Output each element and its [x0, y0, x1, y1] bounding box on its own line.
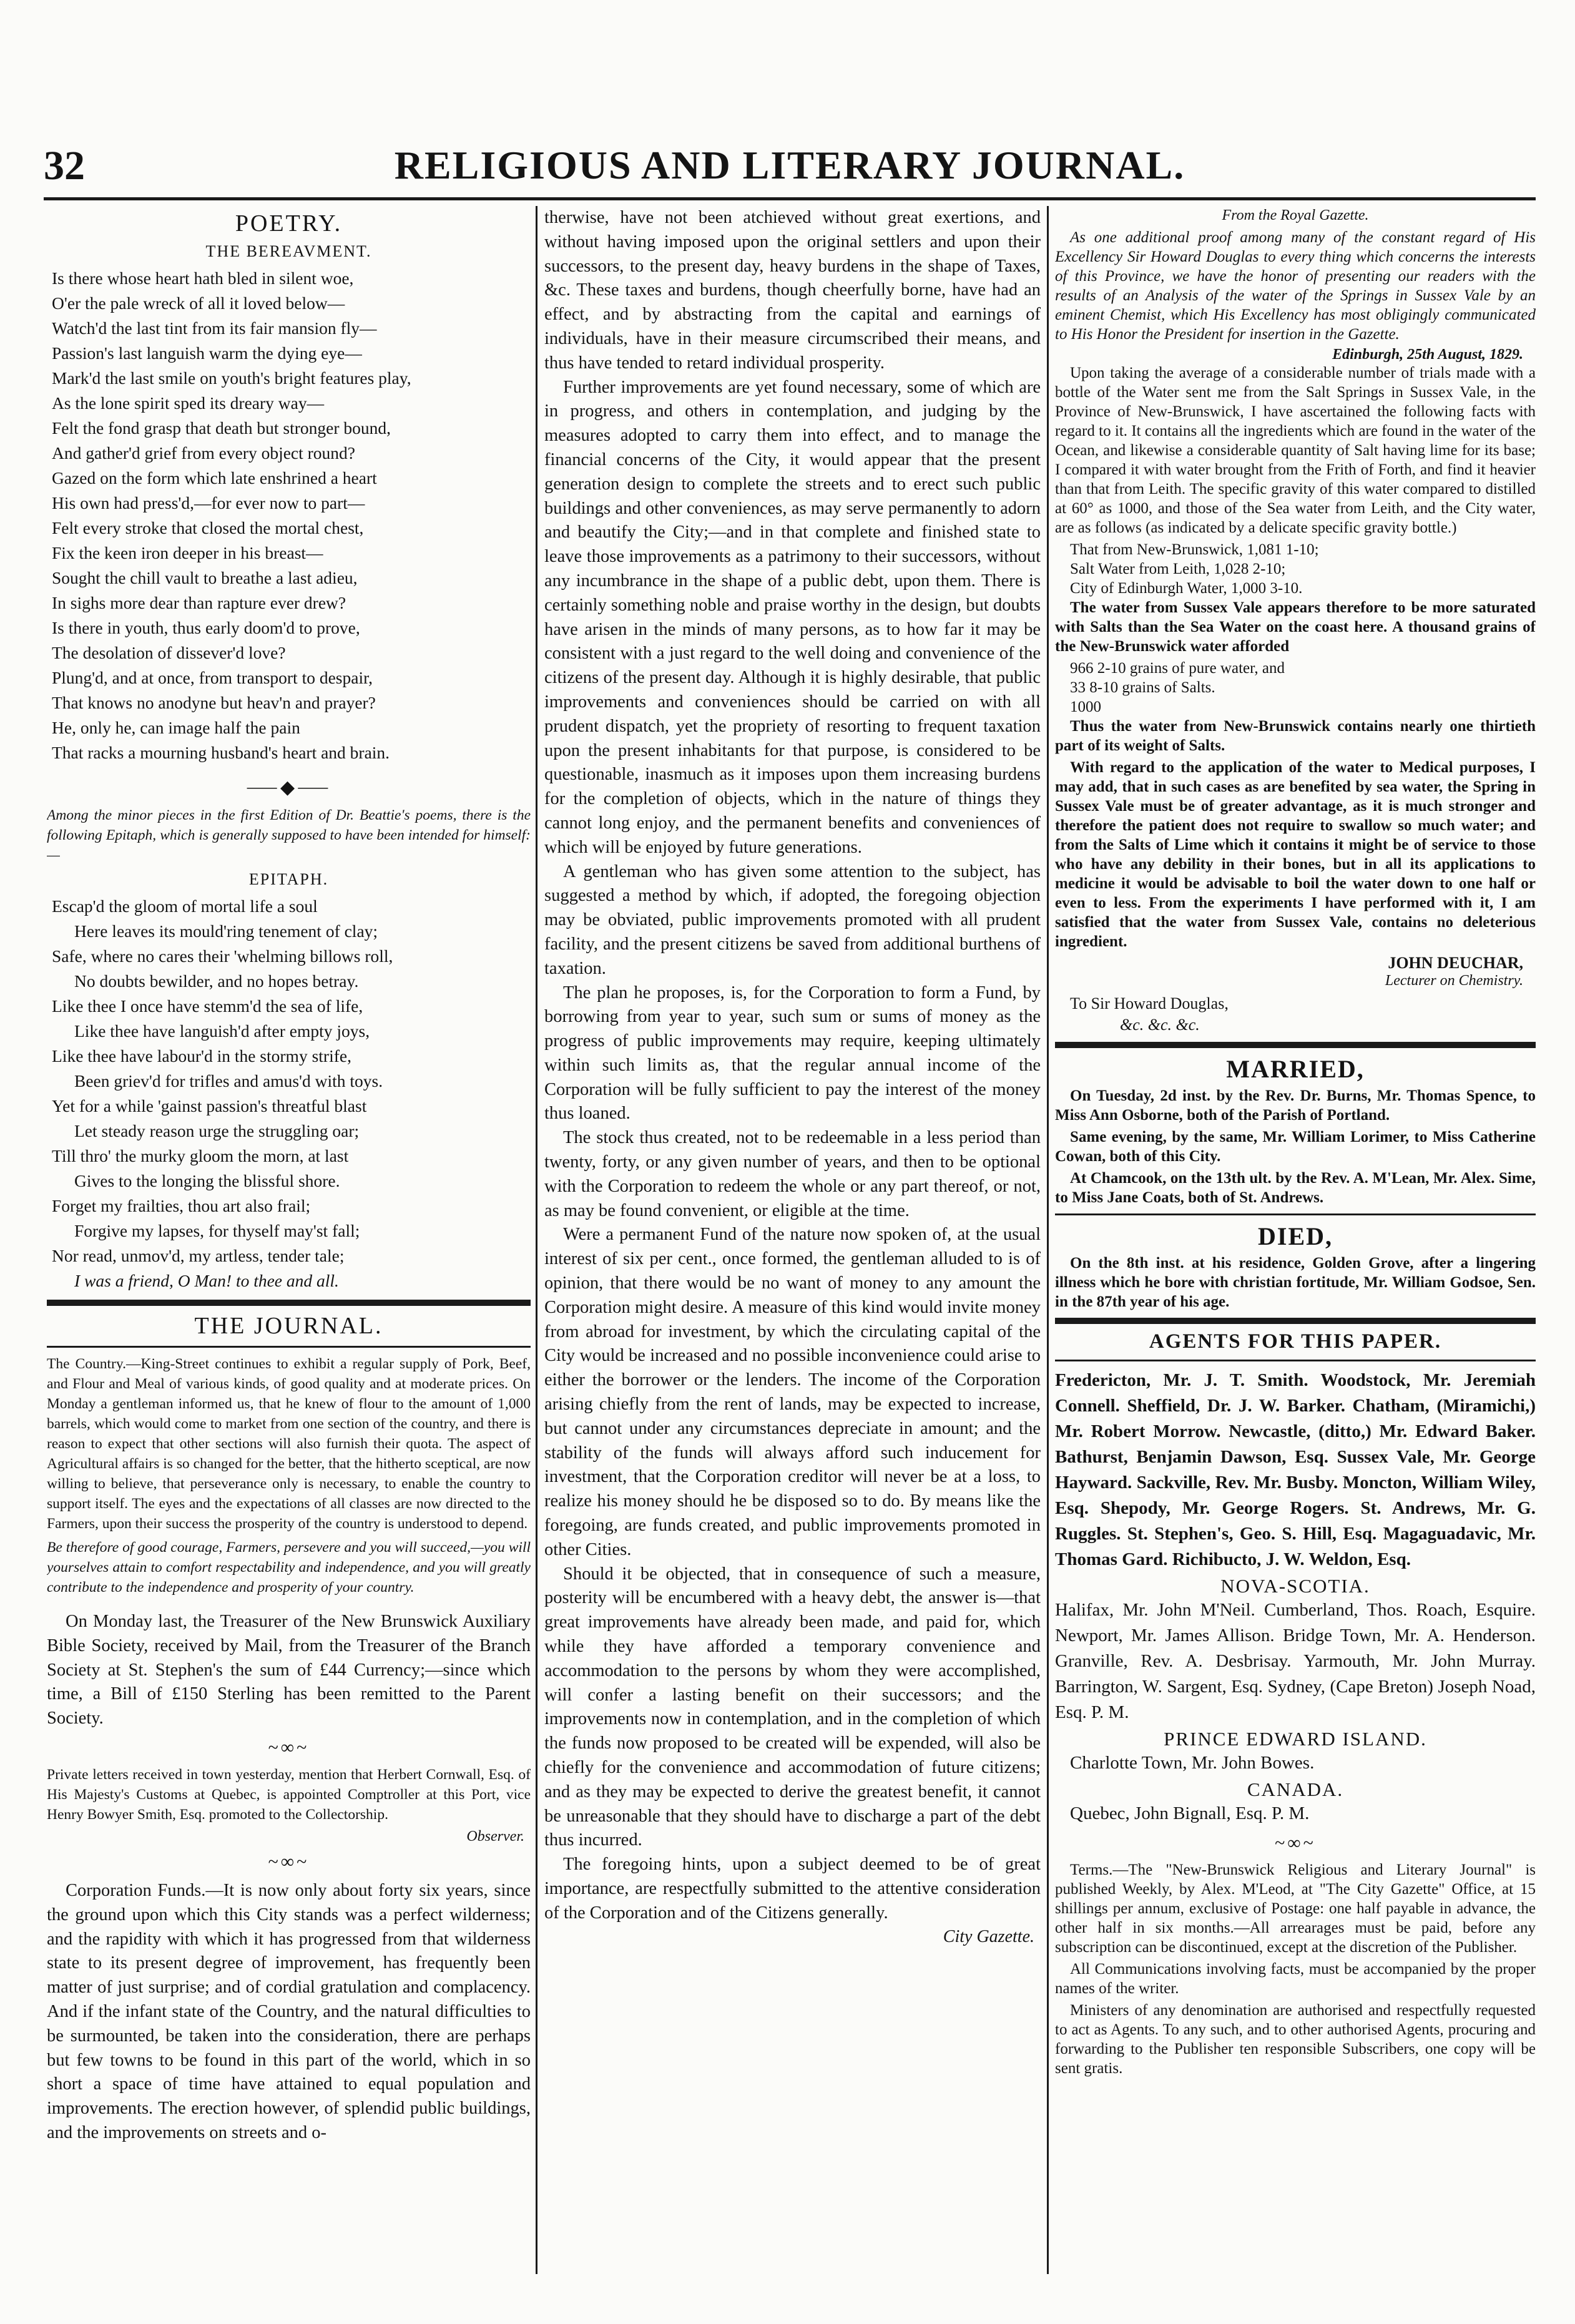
country-exhortation: Be therefore of good courage, Farmers, persevere and you will succeed,—you will yourselves attain to comfort respectability and independence, and you will greatly contribute to the independence and prosperity of your country.	[47, 1539, 531, 1596]
agents-canada: Quebec, John Bignall, Esq. P. M.	[1070, 1803, 1310, 1823]
section-rule	[1055, 1213, 1536, 1215]
poem-line: Like thee I once have stemm'd the sea of life,	[52, 996, 363, 1016]
poem-line: Is there whose heart hath bled in silent woe,	[52, 268, 354, 288]
salts-table	[1055, 659, 1536, 717]
poem-line: That racks a mourning husband's heart and brain.	[52, 743, 390, 762]
poem-line: His own had press'd,—for ever now to part—	[52, 493, 365, 512]
poem-line: Felt the fond grasp that death but stronger bound,	[52, 418, 391, 438]
terms-paragraph: Terms.—The "New-Brunswick Religious and Literary Journal" is published Weekly, by Alex. M'Leod, at "The City Gazette" Office, at 15 shillings per annum, exclusive of Postage: one half payable in advance, the other half in six months.—All arrearages must be paid, before any subscription can be discontinued, except at the discretion of the Publisher.	[1055, 1861, 1536, 1956]
poem-line: Sought the chill vault to breathe a last adieu,	[52, 568, 358, 587]
gravity-table	[1055, 540, 1536, 598]
poem-line: Like thee have labour'd in the stormy strife,	[52, 1046, 351, 1066]
agents-new-brunswick: Fredericton, Mr. J. T. Smith. Woodstock, Mr. Jeremiah Connell. Sheffield, Dr. J. W. Barker. Chatham, (Miramichi,) Mr. Robert Morrow. Newcastle, (ditto,) Mr. Edward Baker. Bathurst, Benjamin Dawson, Esq. Sussex Vale, Mr. George Hayward. Sackville, Rev. Mr. Busby. Moncton, William Wiley, Esq. Shepody, Mr. George Rogers. St. Andrews, Mr. G. Ruggles. St. Stephen's, Geo. S. Hill, Esq. Magaguadavic, Mr. Thomas Gard. Richibucto, J. W. Weldon, Esq.	[1055, 1370, 1536, 1569]
column-divider-2	[1047, 206, 1049, 2274]
poem-line: Forget my frailties, thou art also frail;	[52, 1196, 311, 1215]
masthead-rule	[44, 197, 1536, 200]
poem-line: Nor read, unmov'd, my artless, tender tale;	[52, 1246, 345, 1265]
article-paragraph: Further improvements are yet found necessary, some of which are in progress, and others in contemplation, and judging by the measures adopted to carry them into effect, and to manage the financial concerns of the City, it would appear that the present generation design to complete the streets and to erect such public buildings and other conveniences, as may serve permanently to adorn and beautify the City;—and in that complete and finished state to leave those improvements as a patrimony to their successors, without any incumbrance in the shape of a public debt, upon them. There is certainly something noble and praise worthy in the design, but doubts have arisen in the minds of many persons, as to how far it may be consistent with a just regard to the well doing and convenience of the citizens of the present day. Although it is highly desirable, that public improvements and conveniences should be carried on with all prudent dispatch, yet the propriety of resorting to frequent taxation upon the present inhabitants for that purpose, is considered to be questionable, inasmuch as it imposes upon them increasing burdens for the completion of objects, which in the nature of things they cannot long enjoy, and the permanent benefits and conveniences of which will be enjoyed by future generations.	[544, 377, 1041, 857]
ministers-paragraph: Ministers of any denomination are authorised and respectfully requested to act as Agents. To any such, and to other authorised Agents, procuring and forwarding to the Publisher ten responsible Subscribers, one copy will be sent gratis.	[1055, 2002, 1536, 2077]
poem-line: I was a friend, O Man! to thee and all.	[74, 1271, 339, 1290]
gravity-row: Salt Water from Leith, 1,028 2-10;	[1070, 561, 1286, 577]
poem-line: Is there in youth, thus early doom'd to prove,	[52, 618, 360, 637]
poem-line: Forgive my lapses, for thyself may'st fall;	[74, 1221, 360, 1240]
signature: JOHN DEUCHAR,	[1388, 954, 1523, 972]
agents-pei: Charlotte Town, Mr. John Bowes.	[1070, 1753, 1315, 1773]
poem-line: Yet for a while 'gainst passion's threatful blast	[52, 1096, 367, 1115]
poem-line: Watch'd the last tint from its fair mansion fly—	[52, 318, 377, 338]
died-list	[1055, 1253, 1536, 1312]
marriage-notice: At Chamcook, on the 13th ult. by the Rev. A. M'Lean, Mr. Alex. Sime, to Miss Jane Coats, both of St. Andrews.	[1055, 1170, 1536, 1206]
article-paragraph: Should it be objected, that in consequence of such a measure, posterity will be encumbered with a heavy debt, the answer is—that great improvements have already been made, and paid for, which while they have afforded a temporary convenience and accommodation to the persons by whom they were accomplished, will confer a lasting benefit on their successors; and the improvements now in contemplation, and in the completion of which the funds now proposed to be created will be expended, will also be chiefly for the convenience and accommodation of future citizens; and as they may be expected to derive the greatest benefit, it cannot be unreasonable that they should have to discharge a part of the debt thus incurred.	[544, 1564, 1041, 1850]
married-heading: MARRIED,	[1226, 1055, 1365, 1083]
poem-line: As the lone spirit sped its dreary way—	[52, 393, 325, 413]
ornament-divider: ~∞~	[268, 1737, 310, 1758]
pei-heading: PRINCE EDWARD ISLAND.	[1164, 1728, 1427, 1750]
dateline: Edinburgh, 25th August, 1829.	[1332, 346, 1523, 363]
article-paragraph: A gentleman who has given some attention to the subject, has suggested a method by which, if adopted, the foregoing objection may be obviated, public improvements promoted with all prudent facility, and the present citizens be saved from additional burthens of taxation.	[544, 861, 1041, 978]
poem-line: Been griev'd for trifles and amus'd with toys.	[74, 1071, 383, 1091]
article-paragraph: The stock thus created, not to be redeemable in a less period than twenty, forty, or any given number of years, and then to be optional with the Corporation to redeem the whole or any part thereof, or not, as may be found convenient, or eligible at the time.	[544, 1128, 1041, 1220]
poem-line: Till thro' the murky gloom the morn, at last	[52, 1146, 349, 1165]
journal-heading: THE JOURNAL.	[194, 1313, 383, 1339]
salts-row: 966 2-10 grains of pure water, and	[1070, 660, 1285, 677]
article-paragraph: The foregoing hints, upon a subject deemed to be of great importance, are respectfully submitted to the attentive consideration of the Corporation and of the Citizens generally.	[544, 1855, 1041, 1923]
column-left	[47, 206, 531, 2274]
poem-line: Gazed on the form which late enshrined a heart	[52, 468, 377, 488]
city-gazette-credit: City Gazette.	[943, 1926, 1034, 1946]
marriage-notice: On Tuesday, 2d inst. by the Rev. Dr. Burns, Mr. Thomas Spence, to Miss Ann Osborne, both of the Parish of Portland.	[1055, 1087, 1536, 1124]
poem-line: Gives to the longing the blissful shore.	[74, 1171, 340, 1190]
poem-bereavment	[47, 266, 531, 765]
ornament-divider: ⸺◆⸺	[246, 777, 331, 798]
poem-line: Felt every stroke that closed the mortal chest,	[52, 518, 364, 537]
addressee-line-1: To Sir Howard Douglas,	[1070, 994, 1229, 1012]
section-rule	[47, 1346, 531, 1348]
signature-title: Lecturer on Chemistry.	[1385, 973, 1523, 989]
poem-line: Plung'd, and at once, from transport to despair,	[52, 668, 373, 687]
agents-nova-scotia: Halifax, Mr. John M'Neil. Cumberland, Thos. Roach, Esquire. Newport, Mr. James Allison. Bridge Town, Mr. A. Henderson. Granville, Rev. A. Desbrisay. Yarmouth, Mr. John Murray. Barrington, W. Sargent, Esq. Sydney, (Cape Breton) Joseph Noad, Esq. P. M.	[1055, 1600, 1536, 1722]
analysis-report: Upon taking the average of a considerable number of trials made with a bottle of the Water sent me from the Salt Springs in Sussex Vale, in the Province of New-Brunswick, I have ascertained the following facts with regard to it. It contains all the ingredients which are found in the water of the Ocean, and likewise a considerable quantity of Salt having lime for its base; I compared it with water brought from the Frith of Forth, and find it heavier than that from Leith. The specific gravity of this water compared to distilled at 60° as 1000, and those of the Sea water from Leith, and the City water, are as follows (as indicated by a delicate specific gravity bottle.)	[1055, 365, 1536, 536]
thirtieth-paragraph: Thus the water from New-Brunswick contains nearly one thirtieth part of its weight of Salts.	[1055, 718, 1536, 754]
poem-line: And gather'd grief from every object round?	[52, 443, 356, 463]
epitaph-intro: Among the minor pieces in the first Edition of Dr. Beattie's poems, there is the following Epitaph, which is generally supposed to have been intended for himself:—	[47, 807, 531, 863]
poem-line: Escap'd the gloom of mortal life a soul	[52, 896, 318, 916]
section-rule	[1055, 1360, 1536, 1361]
poetry-heading: POETRY.	[235, 210, 343, 237]
royal-gazette-source: From the Royal Gazette.	[1222, 207, 1369, 223]
gravity-row: City of Edinburgh Water, 1,000 3-10.	[1070, 580, 1303, 597]
epitaph-title: EPITAPH.	[248, 870, 329, 888]
private-letters-paragraph: Private letters received in town yesterday, mention that Herbert Cornwall, Esq. of His Majesty's Customs at Quebec, is appointed Comptroller at this Port, vice Henry Bowyer Smith, Esq. promoted to the Collectorship.	[47, 1766, 531, 1823]
ornament-divider: ~∞~	[268, 1851, 310, 1872]
column-middle	[544, 206, 1041, 2274]
salts-row: 33 8-10 grains of Salts.	[1070, 679, 1215, 696]
column-divider-1	[536, 206, 537, 2274]
poem-line: That knows no anodyne but heav'n and prayer?	[52, 693, 376, 712]
article-paragraph: The plan he proposes, is, for the Corporation to form a Fund, by borrowing from year to year, such sum or sums of money as the progress of public improvements may require, keeping ultimately within such limits as, that the regular annual income of the Corporation will be fully sufficient to pay the interest of the money thus loaned.	[544, 983, 1041, 1124]
gravity-row: That from New-Brunswick, 1,081 1-10;	[1070, 541, 1319, 558]
section-rule	[1055, 1042, 1536, 1048]
country-paragraph: The Country.—King-Street continues to exhibit a regular supply of Pork, Beef, and Flour and Meal of various kinds, of good quality and at moderate prices. On Monday a gentleman informed us, that he knew of flour to the amount of 1,000 barrels, which would come to market from one section of the country, and there is reason to expect that other sections will also furnish their quota. The aspect of Agricultural affairs is so changed for the better, that the hitherto sceptical, are now willing to believe, that perseverance only is necessary, to enable the country to support itself. The eyes and the expectations of all classes are now directed to the Farmers, upon their success the prosperity of the country is understood to depend.	[47, 1356, 531, 1532]
poem-line: Passion's last languish warm the dying eye—	[52, 343, 362, 363]
death-notice: On the 8th inst. at his residence, Golden Grove, after a lingering illness which he bore with christian fortitude, Mr. William Godsoe, Sen. in the 87th year of his age.	[1055, 1255, 1536, 1310]
married-list	[1055, 1086, 1536, 1207]
corporation-funds-continued	[544, 206, 1041, 1926]
poem-line: Fix the keen iron deeper in his breast—	[52, 543, 323, 562]
poem-line: No doubts bewilder, and no hopes betray.	[74, 971, 359, 991]
nova-scotia-heading: NOVA-SCOTIA.	[1220, 1575, 1370, 1597]
journal-title: RELIGIOUS AND LITERARY JOURNAL.	[394, 143, 1185, 187]
bible-society-paragraph: On Monday last, the Treasurer of the New Brunswick Auxiliary Bible Society, received by Mail, from the Treasurer of the Branch Society at St. Stephen's the sum of £44 Currency;—since which time, a Bill of £150 Sterling has been remitted to the Parent Society.	[47, 1612, 531, 1728]
poem-line: Here leaves its mould'ring tenement of clay;	[74, 921, 378, 941]
medical-paragraph: With regard to the application of the water to Medical purposes, I may add, that in such cases as are benefited by sea water, the Spring in Sussex Vale must be of greater advantage, as it is much stronger and therefore the patient does not require to swallow so much water; and from the Salts of Lime which it contains it might be of service to those who have any debility in their bones, but in all its applications to medicine it would be advisable to boil the water down to one half or even to less. From the experiments I have performed with it, I am satisfied that the water from Sussex Vale, contains no deleterious ingredient.	[1055, 759, 1536, 950]
column-right	[1055, 206, 1536, 2274]
ornament-divider: ~∞~	[1275, 1833, 1316, 1853]
article-paragraph: Were a permanent Fund of the nature now spoken of, at the usual interest of six per cent., once formed, the gentleman alluded to is of opinion, that there would be no want of money to any amount the Corporation might desire. A measure of this kind would invite money from abroad for investment, by which the circulating capital of the City would be increased and no possible inconvenience could arise to either the borrower or the lenders. The income of the Corporation arising chiefly from the rent of lands, may be expected to increase, but cannot under any circumstances depreciate in amount; and the stability of the funds will always afford such inducement for investment, that the Corporation creditor will never be at a loss, to realize his money should he be disposed so to do. By means like the foregoing, are funds created, and public improvements promoted in other Cities.	[544, 1225, 1041, 1559]
poem-title: THE BEREAVMENT.	[205, 242, 372, 260]
poem-line: Mark'd the last smile on youth's bright features play,	[52, 368, 411, 388]
observer-credit: Observer.	[466, 1828, 524, 1845]
poem-line: Safe, where no cares their 'whelming billows roll,	[52, 946, 393, 966]
poem-line: Like thee have languish'd after empty joys,	[74, 1021, 370, 1041]
corporation-funds-paragraph: Corporation Funds.—It is now only about forty six years, since the ground upon which this City stands was a perfect wilderness; and the rapidity with which it has progressed from that wilderness state to its present degree of improvement, has frequently been matter of just surprise; and of cordial gratulation and complacency. And if the infant state of the Country, and the natural difficulties to be surmounted, be taken into the consideration, there are perhaps but few towns to be found in this part of the world, which in so short a space of time have attained to equal population and improvements. The erection however, of splendid public buildings, and the improvements on streets and o-	[47, 1880, 531, 2142]
article-paragraph: therwise, have not been atchieved without great exertions, and without having imposed upon the original settlers and upon their successors, to the present day, heavy burdens in the shape of Taxes, &c. These taxes and burdens, though cheerfully borne, have had an effect, and by abstracting from the capital and earnings of individuals, have in their measure circumscribed their means, and thus have tended to retard individual prosperity.	[544, 208, 1041, 373]
communications-paragraph: All Communications involving facts, must be accompanied by the proper names of the writer.	[1055, 1961, 1536, 1997]
poem-line: The desolation of dissever'd love?	[52, 643, 286, 662]
poem-line: In sighs more dear than rapture ever drew?	[52, 593, 346, 612]
page-number: 32	[44, 143, 85, 189]
poem-line: O'er the pale wreck of all it loved below—	[52, 293, 345, 313]
section-rule	[1055, 1318, 1536, 1324]
poem-line: He, only he, can image half the pain	[52, 718, 300, 737]
addressee-line-2: &c. &c. &c.	[1120, 1016, 1200, 1034]
analysis-intro: As one additional proof among many of the constant regard of His Excellency Sir Howard Douglas to every thing which concerns the interests of this Province, we have the honor of presenting our readers with the results of an Analysis of the water of the Springs in Sussex Vale by an eminent Chemist, which His Excellency has most obligingly communicated to His Honor the President for insertion in the Gazette.	[1055, 229, 1536, 343]
canada-heading: CANADA.	[1247, 1778, 1344, 1800]
masthead	[44, 142, 1536, 199]
marriage-notice: Same evening, by the same, Mr. William Lorimer, to Miss Catherine Cowan, both of this City.	[1055, 1129, 1536, 1165]
poem-epitaph	[47, 894, 531, 1293]
agents-heading: AGENTS FOR THIS PAPER.	[1149, 1330, 1442, 1353]
died-heading: DIED,	[1257, 1222, 1333, 1250]
salts-paragraph: The water from Sussex Vale appears therefore to be more saturated with Salts than the Sea Water on the coast here. A thousand grains of the New-Brunswick water afforded	[1055, 599, 1536, 655]
salts-row: 1000	[1070, 699, 1101, 715]
poem-line: Let steady reason urge the struggling oar;	[74, 1121, 360, 1140]
section-rule	[47, 1300, 531, 1306]
